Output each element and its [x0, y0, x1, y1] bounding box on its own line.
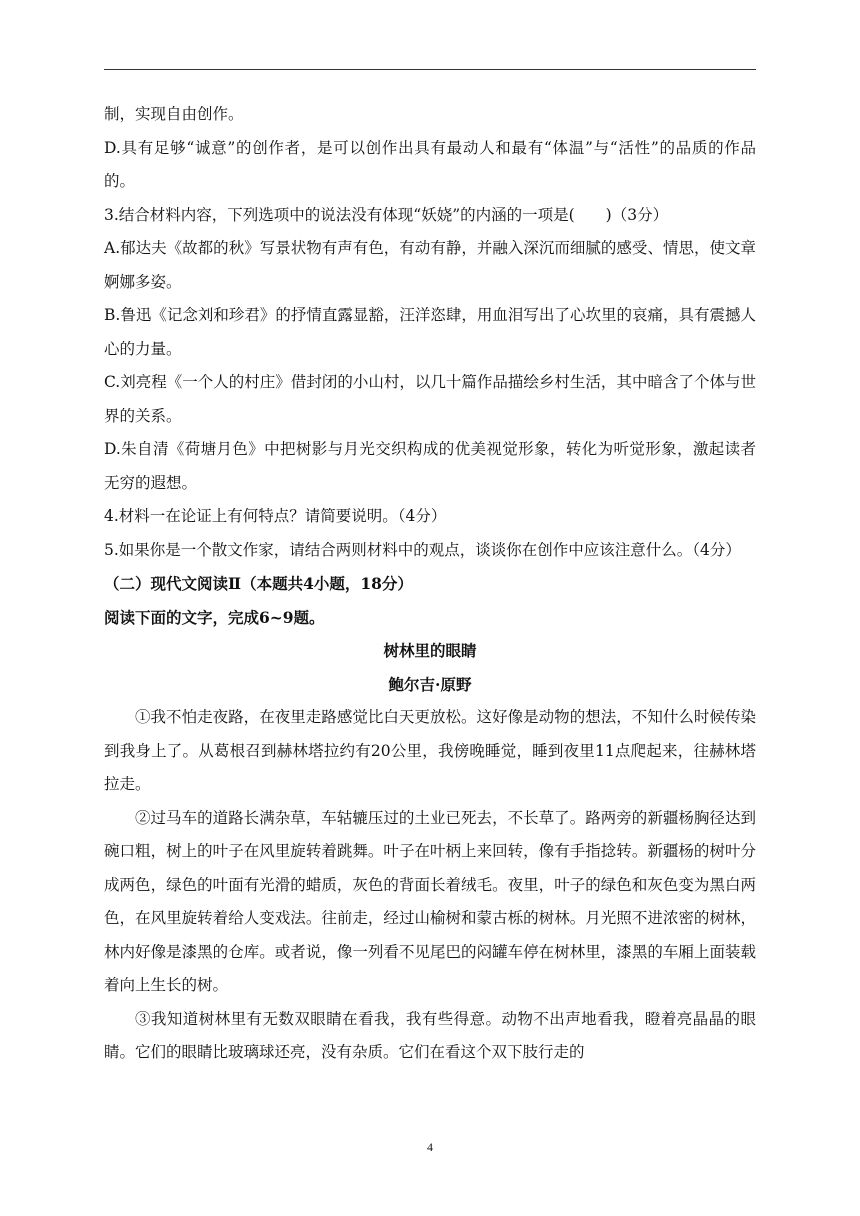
page-number: 4: [427, 1140, 433, 1154]
option-c: C.刘亮程《一个人的村庄》借封闭的小山村，以几十篇作品描绘乡村生活，其中暗含了个体与世界的关系。: [104, 373, 756, 425]
header-rule: [104, 69, 756, 70]
option-b: B.鲁迅《记念刘和珍君》的抒情直露显豁，汪洋恣肆，用血泪写出了心坎里的哀痛，具有震撼人心的力量。: [104, 306, 756, 358]
article-title: 树林里的眼睛: [383, 641, 477, 660]
paragraph-3: ③我知道树林里有无数双眼睛在看我，我有些得意。动物不出声地看我，瞪着亮晶晶的眼睛。它们的眼睛比玻璃球还亮，没有杂质。它们在看这个双下肢行走的: [104, 1009, 756, 1061]
option-a: A.郁达夫《故都的秋》写景状物有声有色，有动有静，并融入深沉而细腻的感受、情思，使文章婀娜多姿。: [104, 239, 756, 291]
paragraph-2: ②过马车的道路长满杂草，车轱辘压过的土业已死去，不长草了。路两旁的新疆杨胸径达到碗口粗，树上的叶子在风里旋转着跳舞。叶子在叶柄上来回转，像有手指捻转。新疆杨的树叶分成两色，绿色的叶面有光滑的蜡质，灰色的背面长着绒毛。夜里，叶子的绿色和灰色变为黑白两色，在风里旋转着给人变戏法。往前走，经过山榆树和蒙古栎的树林。月光照不进浓密的树林，林内好像是漆黑的仓库。或者说，像一列看不见尾巴的闷罐车停在树林里，漆黑的车厢上面装载着向上生长的树。: [104, 808, 756, 994]
question-3: 3.结合材料内容，下列选项中的说法没有体现“妖娆”的内涵的一项是( )（3分）: [104, 205, 669, 224]
paragraph-1: ①我不怕走夜路，在夜里走路感觉比白天更放松。这好像是动物的想法，不知什么时候传染到我身上了。从葛根召到赫林塔拉约有20公里，我傍晚睡觉，睡到夜里11点爬起来，往赫林塔拉走。: [104, 708, 756, 793]
article-author: 鲍尔吉·原野: [388, 674, 472, 694]
option-d: D.具有足够“诚意”的创作者，是可以创作出具有最动人和最有“体温”与“活性”的品质的作品的。: [104, 138, 756, 190]
section-header: （二）现代文阅读Ⅱ（本题共4小题，18分）: [104, 574, 413, 593]
question-4: 4.材料一在论证上有何特点？请简要说明。（4分）: [104, 507, 447, 525]
question-5: 5.如果你是一个散文作家，请结合两则材料中的观点，谈谈你在创作中应该注意什么。（4分）: [104, 540, 741, 559]
option-d-2: D.朱自清《荷塘月色》中把树影与月光交织构成的优美视觉形象，转化为听觉形象，激起读者无穷的遐想。: [104, 440, 756, 492]
page-content: [104, 98, 756, 1070]
text-line: 制，实现自由创作。: [104, 105, 244, 123]
instruction: 阅读下面的文字，完成6~9题。: [104, 607, 325, 627]
